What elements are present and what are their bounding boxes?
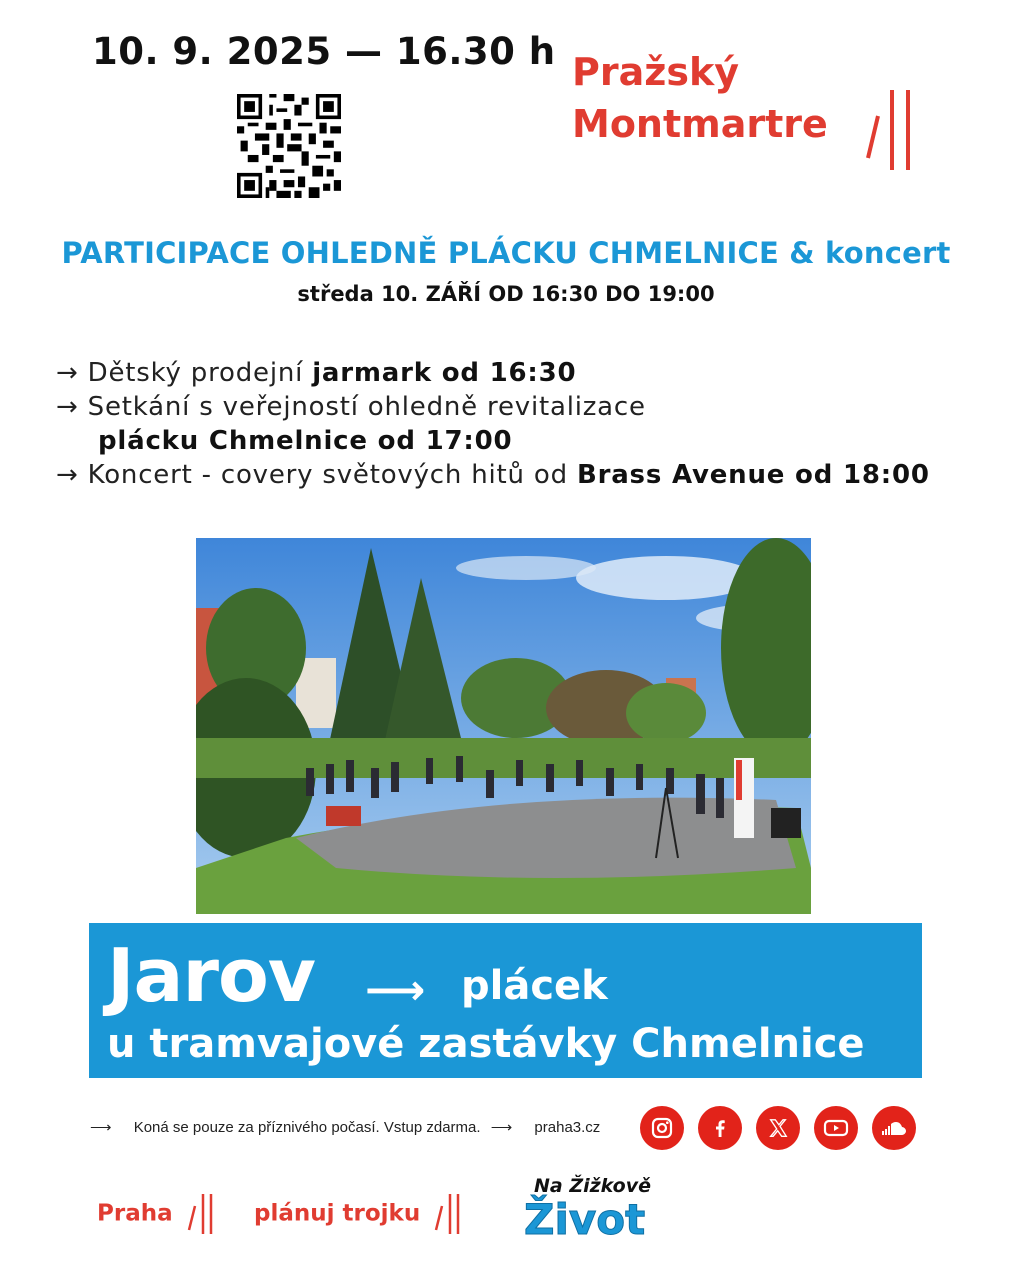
- svg-text:Na Žižkově: Na Žižkově: [534, 1175, 651, 1197]
- footer-arrow-icon: ⟶: [90, 1119, 112, 1136]
- planuj-trojku-logo: plánuj trojku: [254, 1192, 462, 1236]
- footer-arrow-icon-2: ⟶: [490, 1119, 513, 1136]
- program-item-koncert: → Koncert - covery světových hitů od Brass Avenue od 18:00: [56, 460, 930, 490]
- program-item-setkani-cont: plácku Chmelnice od 17:00: [98, 426, 513, 456]
- brand-slash-icon: [856, 88, 916, 172]
- location-banner: [89, 923, 922, 1078]
- footer-note-text: Koná se pouze za příznivého počasí. Vstup zdarma.: [133, 1119, 481, 1136]
- banner-place: Jarov: [107, 933, 316, 1019]
- footer-note: [90, 1118, 618, 1136]
- instagram-icon[interactable]: [640, 1106, 684, 1150]
- social-icons: [640, 1106, 916, 1150]
- event-headline: PARTICIPACE OHLEDNĚ PLÁCKU CHMELNICE & koncert: [61, 236, 951, 270]
- na-zizkove-zivot-logo: [524, 1170, 680, 1240]
- event-date-time: 10. 9. 2025 — 16.30 h: [92, 30, 556, 73]
- brand-line-1: Pražský: [572, 50, 740, 94]
- banner-spot: plácek: [461, 963, 608, 1009]
- praha-slash-icon: [185, 1192, 215, 1236]
- svg-text:Život: Život: [524, 1195, 646, 1240]
- planuj-slash-icon: [432, 1192, 462, 1236]
- website-link[interactable]: praha3.cz: [534, 1119, 601, 1136]
- qr-code[interactable]: [237, 94, 341, 198]
- event-photo: [196, 538, 811, 914]
- banner-location-detail: u tramvajové zastávky Chmelnice: [107, 1021, 865, 1067]
- soundcloud-icon[interactable]: [872, 1106, 916, 1150]
- program-list: [56, 356, 930, 492]
- program-item-setkani: → Setkání s veřejností ohledně revitalizace: [56, 392, 646, 422]
- youtube-icon[interactable]: [814, 1106, 858, 1150]
- event-schedule-subline: středa 10. ZÁŘÍ OD 16:30 DO 19:00: [297, 282, 715, 306]
- brand-line-2: Montmartre: [572, 102, 828, 146]
- facebook-icon[interactable]: [698, 1106, 742, 1150]
- praha-logo: Praha: [97, 1192, 215, 1236]
- brand-logo-prazsky-montmartre: [572, 46, 828, 150]
- program-item-jarmark: → Dětský prodejní jarmark od 16:30: [56, 358, 577, 388]
- x-icon[interactable]: [756, 1106, 800, 1150]
- banner-arrow-icon: ⟶: [365, 965, 426, 1014]
